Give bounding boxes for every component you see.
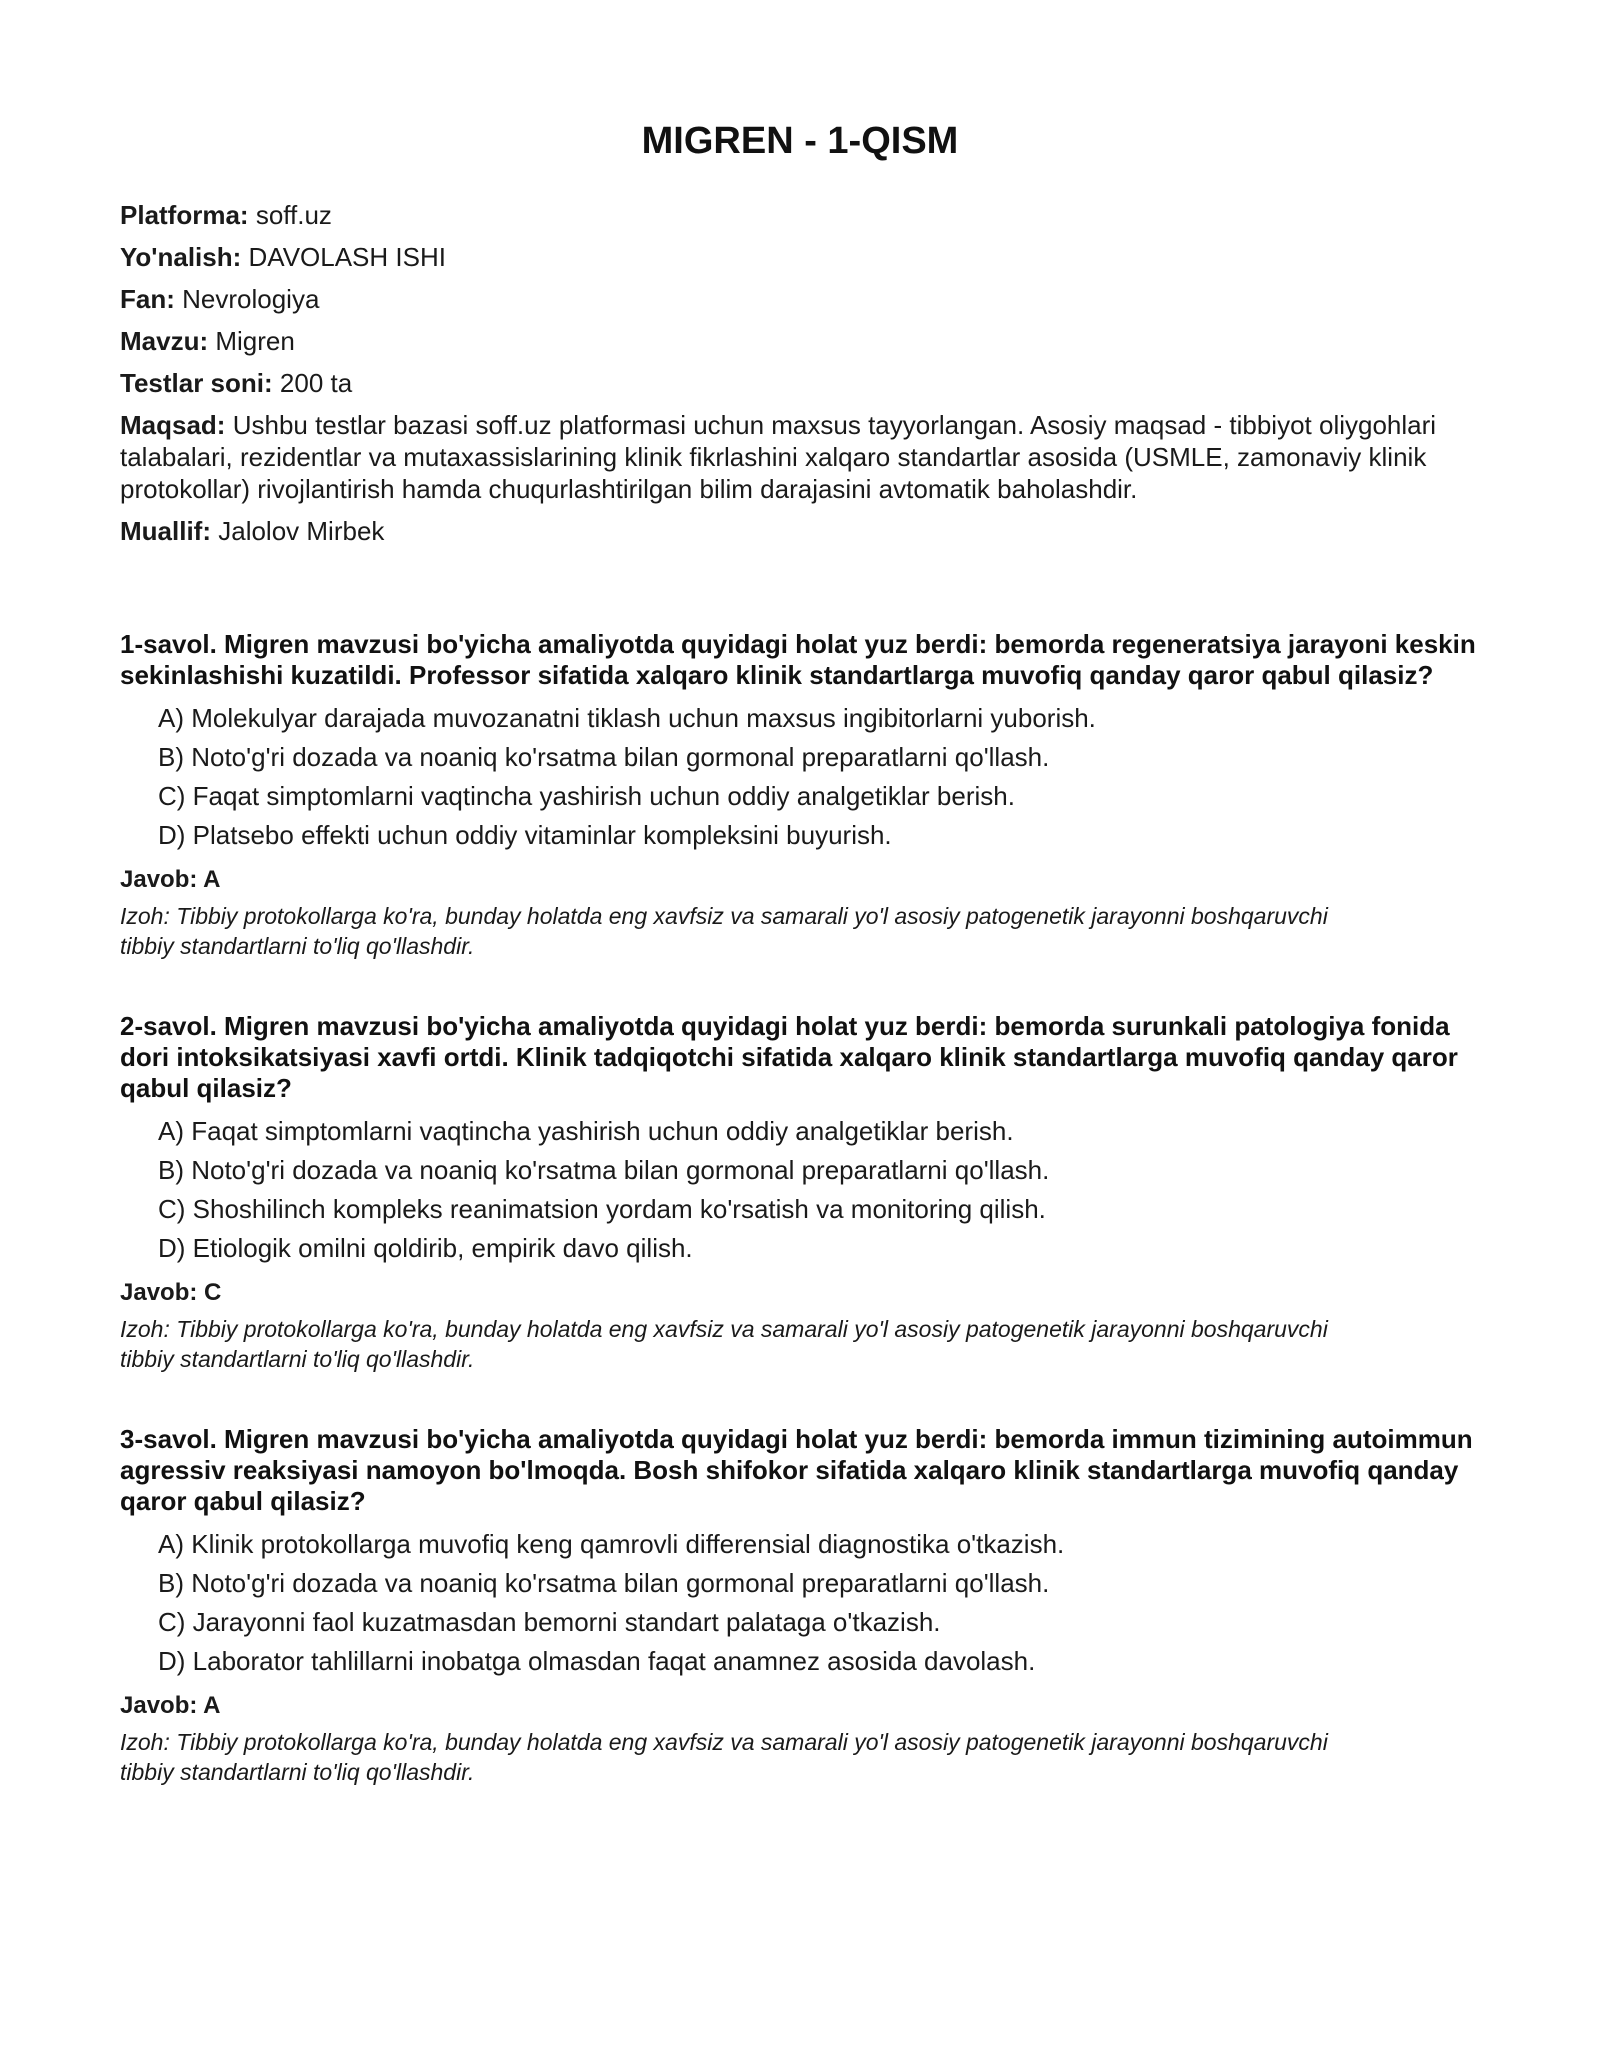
meta-label: Platforma:: [120, 200, 249, 230]
question-text: 1-savol. Migren mavzusi bo'yicha amaliyotda quyidagi holat yuz berdi: bemorda regeneratsiya jarayoni keskin sekinlashishi kuzatildi. Professor sifatida xalqaro klinik standartlarga muvofiq qanday qaror qabul qilasiz?: [120, 629, 1476, 690]
option-a: A) Klinik protokollarga muvofiq keng qamrovli differensial diagnostika o'tkazish.: [158, 1529, 1065, 1559]
meta-label: Fan:: [120, 284, 175, 314]
meta-count: [120, 367, 1480, 399]
question-text: 3-savol. Migren mavzusi bo'yicha amaliyotda quyidagi holat yuz berdi: bemorda immun tizimining autoimmun agressiv reaksiyasi namoyon bo'lmoqda. Bosh shifokor sifatida xalqaro klinik standartlarga muvofiq qanday qaror qabul qilasiz?: [120, 1424, 1473, 1516]
meta-label: Testlar soni:: [120, 368, 273, 398]
meta-label: Yo'nalish:: [120, 242, 242, 272]
meta-label: Maqsad:: [120, 410, 226, 440]
explanation-note: Izoh: Tibbiy protokollarga ko'ra, bunday holatda eng xavfsiz va samarali yo'l asosiy patogenetik jarayonni boshqaruvchi tibbiy standartlarni to'liq qo'llashdir.: [120, 1316, 1328, 1372]
answer-options: [120, 699, 1480, 855]
correct-answer: Javob: A: [120, 866, 221, 893]
question-text: 2-savol. Migren mavzusi bo'yicha amaliyotda quyidagi holat yuz berdi: bemorda surunkali patologiya fonida dori intoksikatsiyasi xavfi ortdi. Klinik tadqiqotchi sifatida xalqaro klinik standartlarga muvofiq qanday qaror qabul qilasiz?: [120, 1011, 1458, 1103]
answer-options: [120, 1525, 1480, 1681]
question-3: [120, 1424, 1480, 1787]
question-list: [120, 629, 1480, 1787]
option-a: A) Faqat simptomlarni vaqtincha yashirish uchun oddiy analgetiklar berish.: [158, 1116, 1014, 1146]
option-b: B) Noto'g'ri dozada va noaniq ko'rsatma bilan gormonal preparatlarni qo'llash.: [158, 742, 1050, 772]
option-d: D) Platsebo effekti uchun oddiy vitaminlar kompleksini buyurish.: [158, 820, 892, 850]
meta-subject: [120, 283, 1480, 315]
meta-value: 200 ta: [279, 368, 353, 398]
option-a: A) Molekulyar darajada muvozanatni tiklash uchun maxsus ingibitorlarni yuborish.: [158, 703, 1096, 733]
document-page: [120, 120, 1480, 1837]
meta-value: Nevrologiya: [182, 284, 320, 314]
meta-value: DAVOLASH ISHI: [248, 242, 446, 272]
explanation-note: Izoh: Tibbiy protokollarga ko'ra, bunday holatda eng xavfsiz va samarali yo'l asosiy patogenetik jarayonni boshqaruvchi tibbiy standartlarni to'liq qo'llashdir.: [120, 903, 1328, 959]
meta-label: Mavzu:: [120, 326, 209, 356]
document-title: MIGREN - 1-QISM: [641, 120, 959, 162]
meta-value: soff.uz: [255, 200, 332, 230]
meta-topic: [120, 325, 1480, 357]
answer-options: [120, 1112, 1480, 1268]
option-c: C) Faqat simptomlarni vaqtincha yashirish uchun oddiy analgetiklar berish.: [158, 781, 1015, 811]
meta-value: Ushbu testlar bazasi soff.uz platformasi uchun maxsus tayyorlangan. Asosiy maqsad - tibbiyot oliygohlari talabalari, rezidentlar va mutaxassislarining klinik fikrlashini xalqaro standartlar asosida (USMLE, zamonaviy klinik protokollar) rivojlantirish hamda chuqurlashtirilgan bilim darajasini avtomatik baholashdir.: [120, 410, 1437, 504]
option-d: D) Laborator tahlillarni inobatga olmasdan faqat anamnez asosida davolash.: [158, 1646, 1036, 1676]
metadata-block: [120, 199, 1480, 547]
meta-author: [120, 515, 1480, 547]
option-b: B) Noto'g'ri dozada va noaniq ko'rsatma bilan gormonal preparatlarni qo'llash.: [158, 1155, 1050, 1185]
option-b: B) Noto'g'ri dozada va noaniq ko'rsatma bilan gormonal preparatlarni qo'llash.: [158, 1568, 1050, 1598]
question-1: [120, 629, 1480, 961]
meta-direction: [120, 241, 1480, 273]
meta-platform: [120, 199, 1480, 231]
option-c: C) Shoshilinch kompleks reanimatsion yordam ko'rsatish va monitoring qilish.: [158, 1194, 1046, 1224]
question-2: [120, 1011, 1480, 1374]
meta-label: Muallif:: [120, 516, 211, 546]
meta-goal: [120, 409, 1480, 505]
explanation-note: Izoh: Tibbiy protokollarga ko'ra, bunday holatda eng xavfsiz va samarali yo'l asosiy patogenetik jarayonni boshqaruvchi tibbiy standartlarni to'liq qo'llashdir.: [120, 1729, 1328, 1785]
option-d: D) Etiologik omilni qoldirib, empirik davo qilish.: [158, 1233, 693, 1263]
option-c: C) Jarayonni faol kuzatmasdan bemorni standart palataga o'tkazish.: [158, 1607, 941, 1637]
meta-value: Migren: [215, 326, 295, 356]
meta-value: Jalolov Mirbek: [218, 516, 385, 546]
correct-answer: Javob: A: [120, 1692, 221, 1719]
correct-answer: Javob: C: [120, 1279, 222, 1306]
